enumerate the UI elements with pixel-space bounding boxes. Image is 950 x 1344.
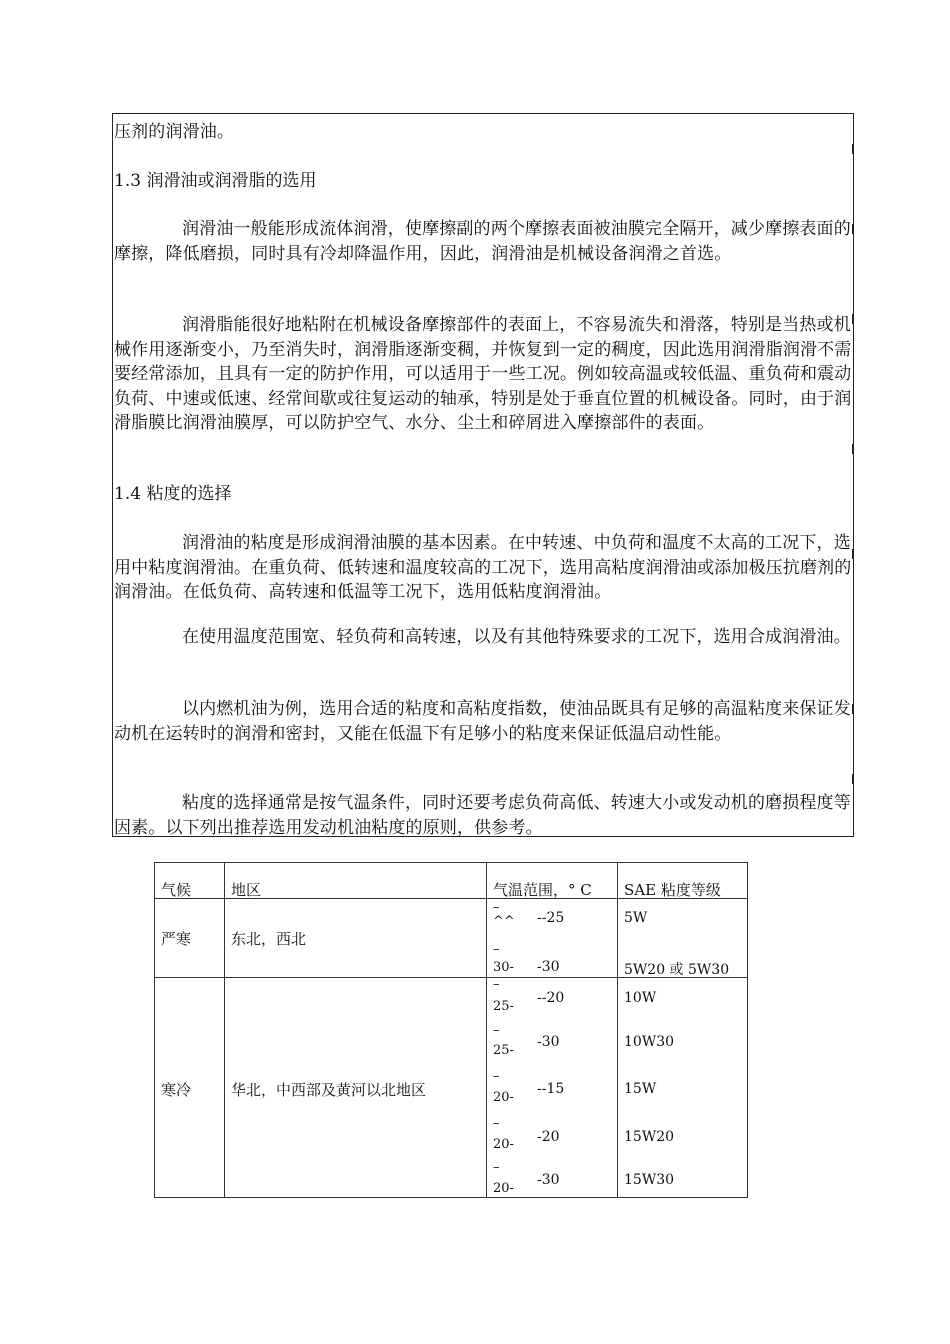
border-tick [852,549,854,559]
temp-range-cell: – 25- --20 – 25- -30 – 20- --15 – 20- -20 – 20- -30 [487,978,618,1198]
paragraph-selection: 粘度的选择通常是按气温条件，同时还要考虑负荷高低、转速大小或发动机的磨损程度等因素。以下列出推荐选用发动机油粘度的原则，供参考。 [114,793,851,838]
border-tick [852,704,854,714]
table-header-row [155,863,748,899]
climate-cell: 寒冷 [155,978,225,1198]
border-tick [852,224,854,234]
section-heading-1-4: 1.4 粘度的选择 [114,484,232,504]
table-row [155,978,748,1198]
temp-range-cell: – ^^ --25 – 30- -30 [487,899,618,978]
text-box [112,113,854,837]
paragraph-oil: 润滑油一般能形成流体润滑，使摩擦副的两个摩擦表面被油膜完全隔开，减少摩擦表面的摩擦，降低磨损，同时具有冷却降温作用，因此，润滑油是机械设备润滑之首选。 [114,219,851,264]
border-tick [852,144,854,154]
paragraph-engine-oil: 以内燃机油为例，选用合适的粘度和高粘度指数，使油品既具有足够的高温粘度来保证发动机在运转时的润滑和密封，又能在低温下有足够小的粘度来保证低温启动性能。 [114,699,851,744]
grade-cell: 5W 5W20 或 5W30 [618,899,748,978]
header-cell: 气候 [155,863,225,899]
table-row [155,899,748,978]
grade-cell: 10W 10W30 15W 15W20 15W30 [618,978,748,1198]
paragraph-viscosity: 润滑油的粘度是形成润滑油膜的基本因素。在中转速、中负荷和温度不太高的工况下，选用中粘度润滑油。在重负荷、低转速和温度较高的工况下，选用高粘度润滑油或添加极压抗磨剂的润滑油。在低负荷、高转速和低温等工况下，选用低粘度润滑油。 [114,533,852,602]
region-cell: 东北，西北 [225,899,487,978]
border-tick [852,314,854,324]
paragraph-synthetic: 在使用温度范围宽、轻负荷和高转速，以及有其他特殊要求的工况下，选用合成润滑油。 [182,627,851,647]
header-cell: 气温范围，° C [487,863,618,899]
paragraph-continuation: 压剂的润滑油。 [114,122,235,142]
viscosity-table [154,862,748,1198]
climate-cell: 严寒 [155,899,225,978]
header-cell: 地区 [225,863,487,899]
border-tick [852,774,854,784]
paragraph-grease: 润滑脂能很好地粘附在机械设备摩擦部件的表面上，不容易流失和滑落，特别是当热或机械作用逐渐变小，乃至消失时，润滑脂逐渐变稠，并恢复到一定的稠度，因此选用润滑脂润滑不需要经常添加，且具有一定的防护作用，可以适用于一些工况。例如较高温或较低温、重负荷和震动负荷、中速或低速、经常间歇或往复运动的轴承，特别是处于垂直位置的机械设备。同时，由于润滑脂膜比润滑油膜厚，可以防护空气、水分、尘土和碎屑进入摩擦部件的表面。 [114,315,852,433]
border-tick [852,444,854,454]
header-cell: SAE 粘度等级 [618,863,748,899]
section-heading-1-3: 1.3 润滑油或润滑脂的选用 [114,171,317,191]
region-cell: 华北，中西部及黄河以北地区 [225,978,487,1198]
